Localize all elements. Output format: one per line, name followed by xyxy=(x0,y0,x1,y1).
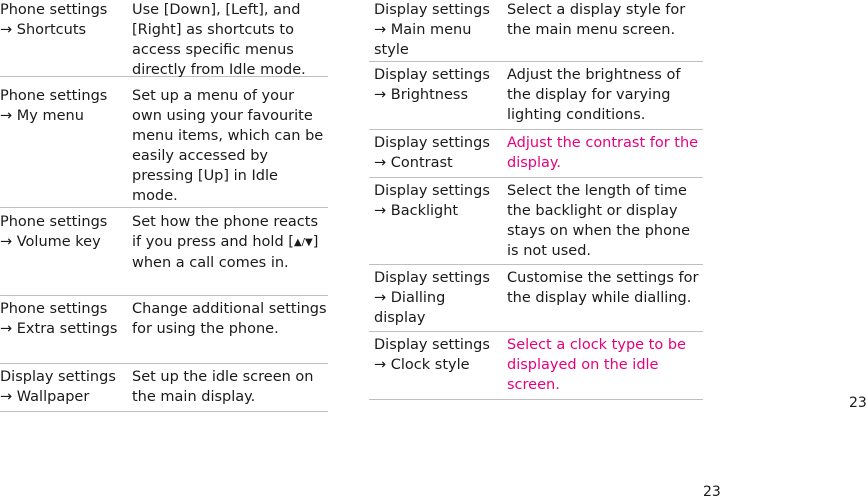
menu-path xyxy=(0,212,132,288)
menu-path-item: Volume key xyxy=(16,234,101,250)
menu-description: Change additional settings for using the phone. xyxy=(132,301,327,337)
arrow-icon: → xyxy=(374,203,387,219)
table-row xyxy=(369,62,703,130)
table-row xyxy=(0,77,328,208)
table-row xyxy=(369,265,703,332)
menu-path-parent: Display settings xyxy=(374,2,490,18)
menu-path-item: Clock style xyxy=(390,357,470,373)
menu-path-item: Dialling display xyxy=(374,290,446,326)
menu-path-parent: Display settings xyxy=(374,135,490,151)
arrow-icon: → xyxy=(0,234,13,250)
menu-path xyxy=(369,0,507,58)
arrow-icon: → xyxy=(0,22,13,38)
arrow-icon: → xyxy=(374,357,387,373)
menu-description: Set how the phone reacts if you press and hold [▲/▼] when a call comes in. xyxy=(132,214,319,271)
menu-path-item: My menu xyxy=(16,108,84,124)
table-row xyxy=(0,364,328,412)
menu-path-item: Extra settings xyxy=(16,321,118,337)
menu-path-parent: Display settings xyxy=(374,183,490,199)
menu-description-highlighted: Adjust the contrast for the display. xyxy=(507,135,699,171)
menu-description: Select the length of time the backlight or display stays on when the phone is not used. xyxy=(507,183,691,259)
table-row xyxy=(369,178,703,265)
table-row xyxy=(369,0,703,62)
menu-path-parent: Display settings xyxy=(374,270,490,286)
menu-description: Adjust the brightness of the display for varying lighting conditions. xyxy=(507,67,681,123)
arrow-icon: → xyxy=(374,290,387,306)
menu-path xyxy=(369,65,507,122)
menu-path-item: Shortcuts xyxy=(16,22,87,38)
arrow-icon: → xyxy=(0,321,13,337)
arrow-icon: → xyxy=(374,87,387,103)
table-row xyxy=(369,332,703,400)
menu-path-item: Brightness xyxy=(390,87,469,103)
arrow-icon: → xyxy=(0,389,13,405)
menu-path-parent: Phone settings xyxy=(0,214,108,230)
menu-path-parent: Display settings xyxy=(0,369,116,385)
menu-path xyxy=(369,133,507,170)
table-row xyxy=(0,208,328,296)
table-row xyxy=(369,130,703,178)
table-row xyxy=(0,296,328,364)
menu-path xyxy=(0,299,132,356)
menu-path-parent: Phone settings xyxy=(0,301,108,317)
menu-path-item: Contrast xyxy=(390,155,453,171)
left-settings-table xyxy=(0,0,328,412)
menu-path-parent: Phone settings xyxy=(0,88,108,104)
arrow-icon: → xyxy=(0,108,13,124)
menu-path xyxy=(0,0,132,69)
arrow-icon: → xyxy=(374,155,387,171)
menu-path-parent: Phone settings xyxy=(0,2,108,18)
menu-path-item: Backlight xyxy=(390,203,459,219)
menu-description: Customise the settings for the display while dialling. xyxy=(507,270,699,306)
menu-path xyxy=(369,335,507,392)
volume-up-down-icon: ▲/▼ xyxy=(293,237,313,248)
menu-path-parent: Display settings xyxy=(374,337,490,353)
menu-path xyxy=(369,268,507,324)
menu-path-parent: Display settings xyxy=(374,67,490,83)
arrow-icon: → xyxy=(374,22,387,38)
menu-description: Use [Down], [Left], and [Right] as shortcuts to access specific menus directly from Idle mode. xyxy=(132,2,306,78)
menu-description-highlighted: Select a clock type to be displayed on the idle screen. xyxy=(507,337,686,393)
table-row xyxy=(0,0,328,77)
page-number-footer: 23 xyxy=(703,484,721,500)
menu-path xyxy=(0,86,132,200)
right-settings-table xyxy=(369,0,703,400)
menu-path-item: Wallpaper xyxy=(16,389,90,405)
menu-path-item: Main menu style xyxy=(374,22,472,58)
menu-description: Set up a menu of your own using your favourite menu items, which can be easily accessed by pressing [Up] in Idle mode. xyxy=(132,88,324,204)
page-number: 23 xyxy=(849,395,867,411)
menu-description: Select a display style for the main menu screen. xyxy=(507,2,686,38)
menu-description: Set up the idle screen on the main display. xyxy=(132,369,314,405)
menu-path xyxy=(369,181,507,257)
menu-path xyxy=(0,367,132,404)
